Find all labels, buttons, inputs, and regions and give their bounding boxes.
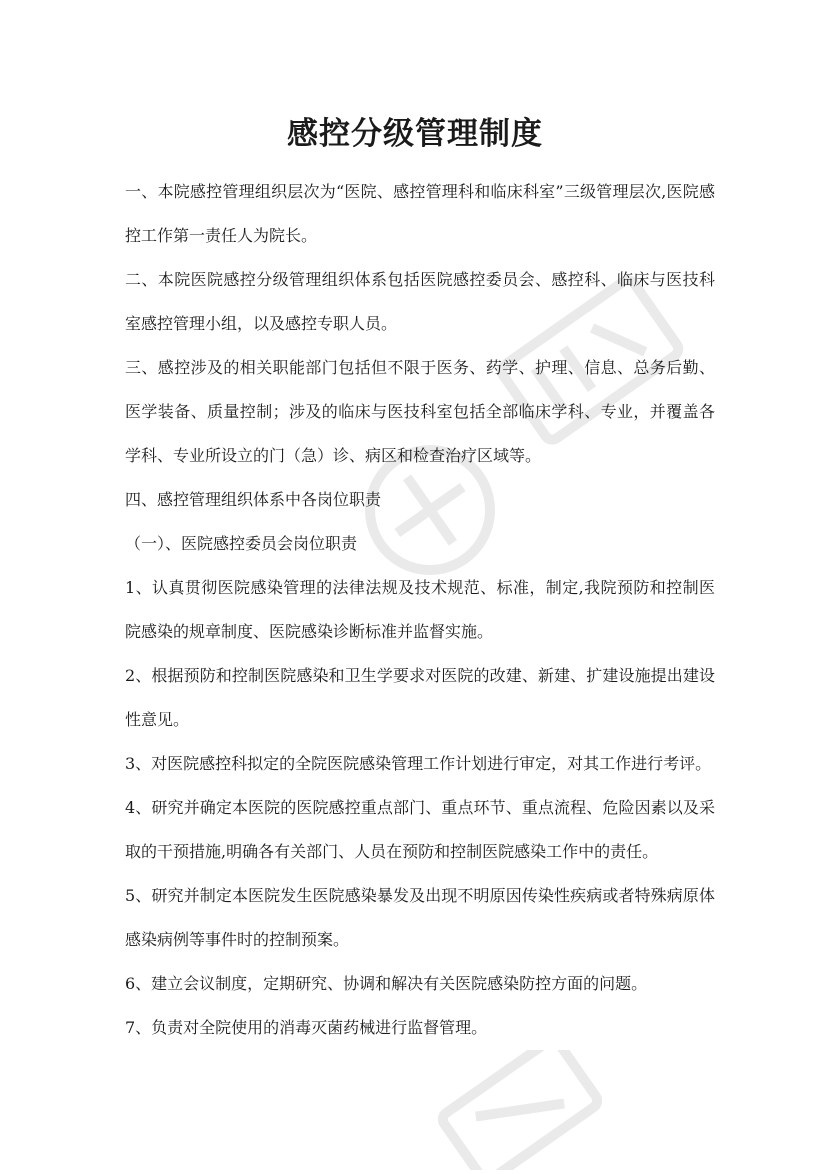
document-body bbox=[125, 170, 715, 1050]
section-heading: 四、感控管理组织体系中各岗位职责 bbox=[125, 490, 382, 509]
paragraph: 二、本院医院感控分级管理组织体系包括医院感控委员会、感控科、临床与医技科室感控管理小组，以及感控专职人员。 bbox=[125, 270, 715, 333]
watermark-graphic bbox=[420, 1050, 620, 1170]
list-item: 2、根据预防和控制医院感染和卫生学要求对医院的改建、新建、扩建设施提出建设性意见。 bbox=[125, 666, 715, 729]
list-item: 3、对医院感控科拟定的全院医院感染管理工作计划进行审定，对其工作进行考评。 bbox=[125, 754, 712, 773]
list-item: 6、建立会议制度，定期研究、协调和解决有关医院感染防控方面的问题。 bbox=[125, 974, 648, 993]
list-item: 4、研究并确定本医院的医院感控重点部门、重点环节、重点流程、危险因素以及采取的干预措施,明确各有关部门、人员在预防和控制医院感染工作中的责任。 bbox=[125, 798, 715, 861]
list-item: 7、负责对全院使用的消毒灭菌药械进行监督管理。 bbox=[125, 1018, 488, 1037]
paragraph: 三、感控涉及的相关职能部门包括但不限于医务、药学、护理、信息、总务后勤、医学装备、质量控制；涉及的临床与医技科室包括全部临床学科、专业，并覆盖各学科、专业所设立的门（急）诊、病区和检查治疗区域等。 bbox=[125, 358, 715, 465]
document-title: 感控分级管理制度 bbox=[287, 116, 543, 152]
subsection-heading: （一）、医院感控委员会岗位职责 bbox=[125, 534, 358, 553]
paragraph: 一、本院感控管理组织层次为“医院、感控管理科和临床科室”三级管理层次,医院感控工作第一责任人为院长。 bbox=[125, 182, 715, 245]
list-item: 1、认真贯彻医院感染管理的法律法规及技术规范、标准，制定,我院预防和控制医院感染的规章制度、医院感染诊断标准并监督实施。 bbox=[125, 578, 715, 641]
list-item: 5、研究并制定本医院发生医院感染暴发及出现不明原因传染性疾病或者特殊病原体感染病例等事件时的控制预案。 bbox=[125, 886, 715, 949]
